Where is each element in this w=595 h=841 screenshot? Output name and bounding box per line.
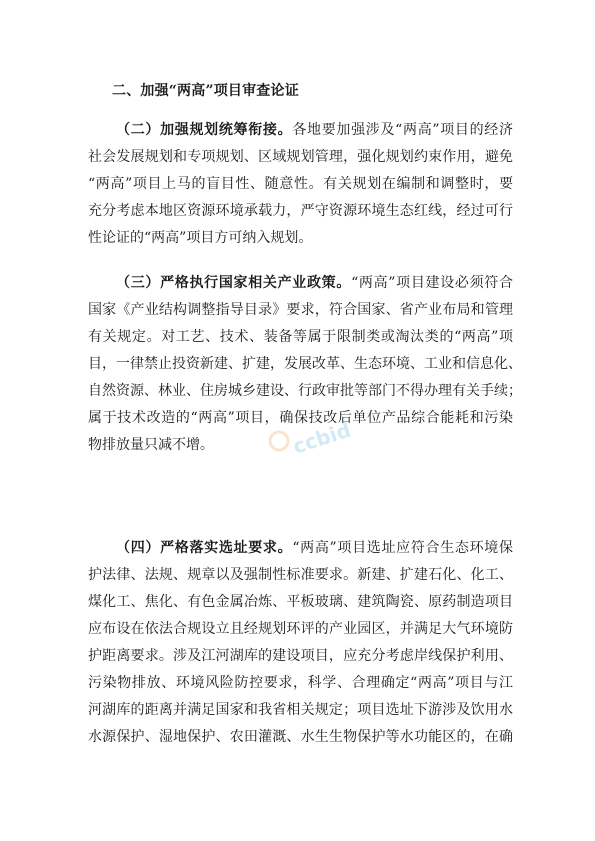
paragraph-line: 污染物排放、环境风险防控要求，科学、合理确定“两高”项目与江 xyxy=(88,675,513,691)
paragraph-line xyxy=(88,270,513,297)
paragraph-text: “两高”项目建设必须符合 xyxy=(351,275,513,291)
paragraph-line: 物排放量只减不增。 xyxy=(88,437,214,453)
paragraph-line: 煤化工、焦化、有色金属冶炼、平板玻璃、建筑陶瓷、原药制造项目 xyxy=(88,594,513,610)
paragraph-industry-policy xyxy=(88,270,522,459)
paragraph-lead: （四）严格落实选址要求。 xyxy=(116,540,293,556)
paragraph-line: 应布设在依法合规设立且经规划环评的产业园区，并满足大气环境防 xyxy=(88,621,513,637)
paragraph-line: “两高”项目上马的盲目性、随意性。有关规划在编制和调整时，要 xyxy=(88,176,513,192)
paragraph-text: 各地要加强涉及“两高”项目的经济 xyxy=(292,122,513,138)
paragraph-line: 属于技术改造的“两高”项目，确保技改后单位产品综合能耗和污染 xyxy=(88,410,513,426)
paragraph-lead: （三）严格执行国家相关产业政策。 xyxy=(116,275,352,291)
paragraph-line: 护距离要求。涉及江河湖库的建设项目，应充分考虑岸线保护利用、 xyxy=(88,648,513,664)
paragraph-line: 目，一律禁止投资新建、扩建，发展改革、生态环境、工业和信息化、 xyxy=(88,356,522,372)
watermark-text: ccbid xyxy=(290,417,354,459)
paragraph-text: “两高”项目选址应符合生态环境保 xyxy=(292,540,513,556)
paragraph-line: 性论证的“两高”项目方可纳入规划。 xyxy=(88,230,313,246)
paragraph-line: 护法律、法规、规章以及强制性标准要求。新建、扩建石化、化工、 xyxy=(88,567,513,583)
paragraph-line xyxy=(88,117,513,144)
paragraph-line: 有关规定。对工艺、技术、装备等属于限制类或淘汰类的“两高”项 xyxy=(88,329,513,345)
section-heading: 二、加强“两高”项目审查论证 xyxy=(112,83,299,99)
paragraph-line xyxy=(88,535,513,562)
paragraph-line: 河湖库的距离并满足国家和我省相关规定；项目选址下游涉及饮用水 xyxy=(88,702,513,718)
paragraph-site-selection xyxy=(88,535,513,751)
paragraph-lead: （二）加强规划统筹衔接。 xyxy=(116,122,293,138)
paragraph-planning xyxy=(88,117,513,252)
paragraph-line: 自然资源、林业、住房城乡建设、行政审批等部门不得办理有关手续； xyxy=(88,383,522,399)
paragraph-line: 水源保护、湿地保护、农田灌溉、水生生物保护等水功能区的，在确 xyxy=(88,729,513,745)
paragraph-line: 充分考虑本地区资源环境承载力，严守资源环境生态红线，经过可行 xyxy=(88,203,513,219)
paragraph-line: 国家《产业结构调整指导目录》要求，符合国家、省产业布局和管理 xyxy=(88,302,513,318)
paragraph-line: 社会发展规划和专项规划、区域规划管理，强化规划约束作用，避免 xyxy=(88,149,513,165)
